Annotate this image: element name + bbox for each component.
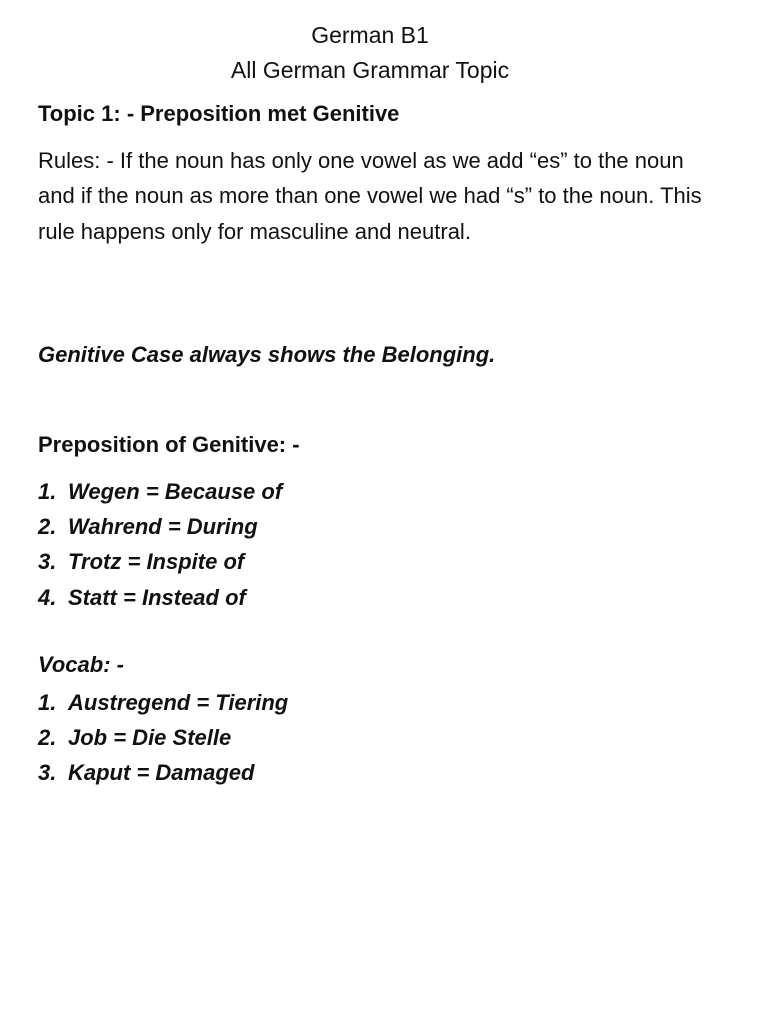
- list-number: 4.: [38, 584, 57, 610]
- list-number: 3.: [38, 549, 57, 575]
- preposition-item: [38, 509, 718, 544]
- vocab-item: [38, 685, 718, 720]
- list-text: Austregend = Tiering: [68, 690, 289, 715]
- vocab-item: [38, 755, 718, 790]
- list-text: Wahrend = During: [68, 514, 258, 540]
- rules-paragraph: Rules: - If the noun has only one vowel as we add “es” to the noun and if the noun as more than one vowel we had “s” to the noun. This rule happens only for masculine and neutral.: [38, 148, 702, 244]
- topic-heading: Topic 1: - Preposition met Genitive: [38, 101, 400, 126]
- list-text: Trotz = Inspite of: [68, 549, 245, 575]
- preposition-list: [38, 474, 718, 615]
- document-title: German B1: [311, 22, 429, 48]
- list-number: 1.: [38, 479, 57, 504]
- list-text: Statt = Instead of: [68, 584, 246, 610]
- vocab-heading: Vocab: -: [38, 652, 124, 677]
- list-number: 2.: [38, 725, 57, 751]
- list-number: 1.: [38, 690, 57, 715]
- preposition-item: [38, 580, 718, 615]
- list-number: 3.: [38, 760, 57, 786]
- list-text: Kaput = Damaged: [68, 760, 255, 786]
- vocab-item: [38, 720, 718, 755]
- list-text: Wegen = Because of: [68, 479, 283, 504]
- list-text: Job = Die Stelle: [68, 725, 232, 751]
- genitive-statement: Genitive Case always shows the Belonging.: [38, 342, 496, 367]
- preposition-heading: Preposition of Genitive: -: [38, 432, 300, 457]
- list-number: 2.: [38, 514, 57, 540]
- preposition-item: [38, 544, 718, 579]
- document-subtitle: All German Grammar Topic: [230, 57, 510, 83]
- preposition-item: [38, 474, 718, 509]
- vocab-list: [38, 685, 718, 791]
